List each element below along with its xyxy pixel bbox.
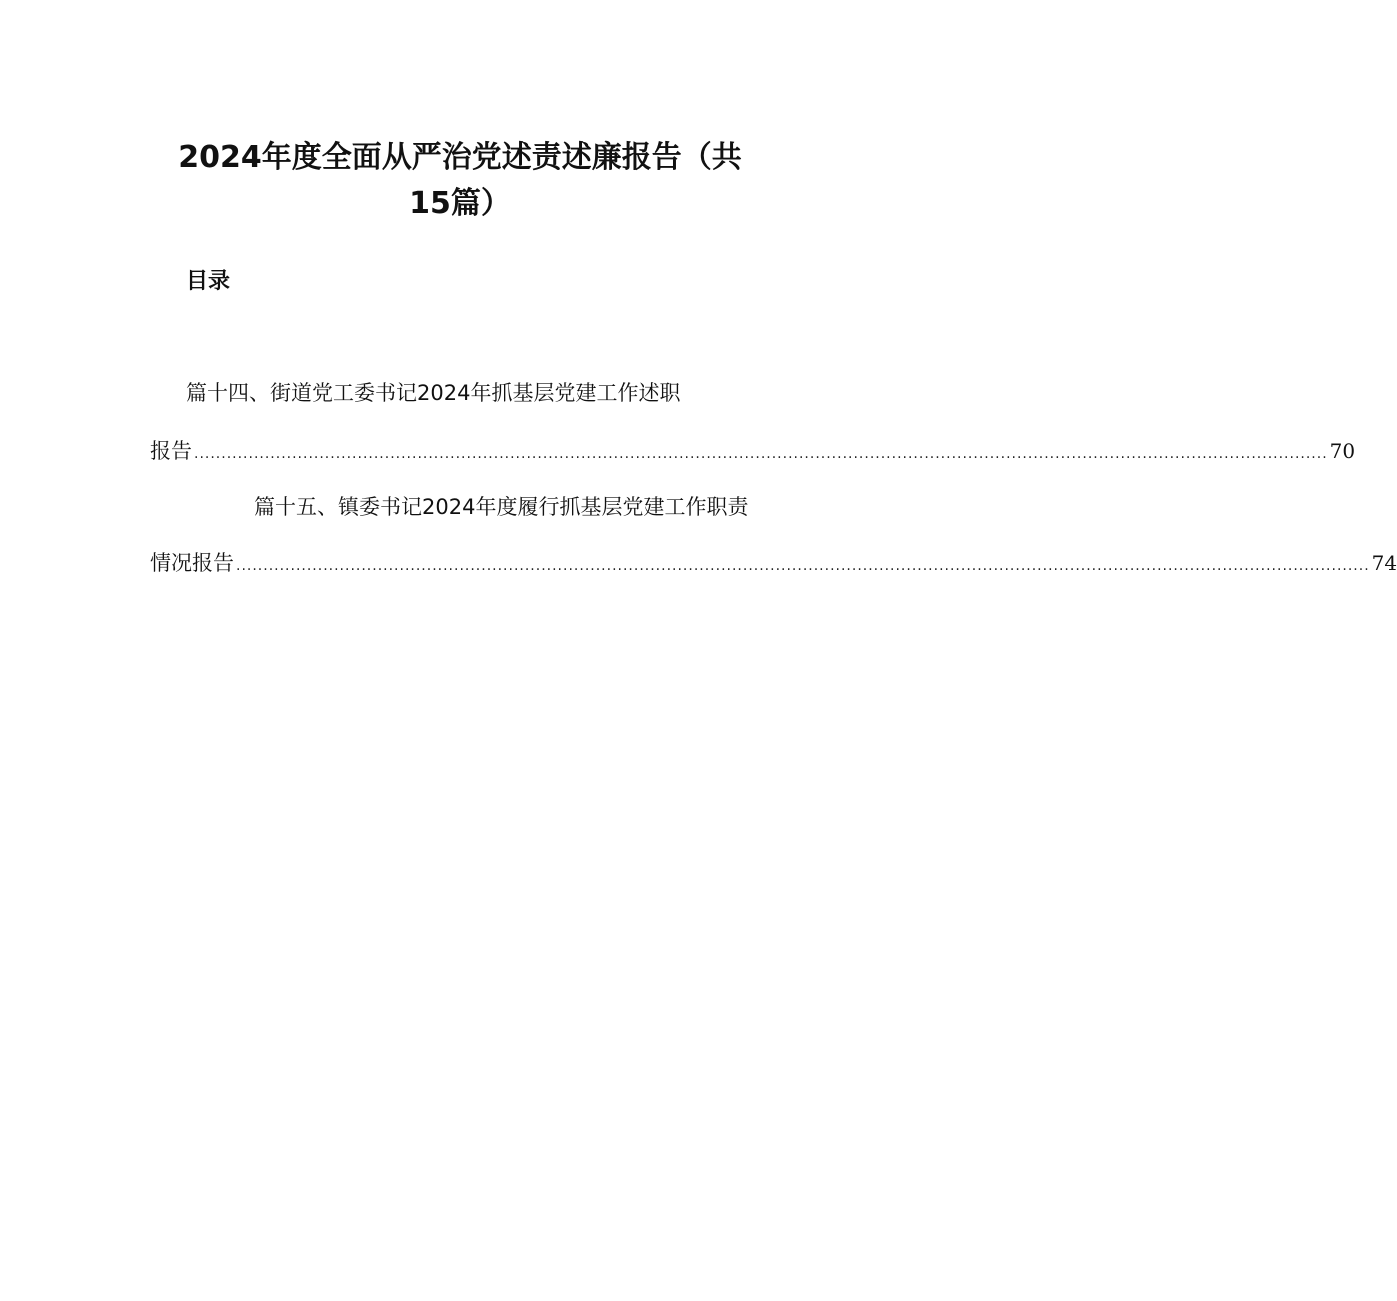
- toc-leader-dots: ................................................................................................................................................................................................................: [236, 558, 1370, 574]
- toc-entry-15-text: 情况报告: [150, 551, 234, 575]
- document-title-line-2: 15篇）: [409, 186, 511, 221]
- toc-entry-14-line-1[interactable]: 篇十四、街道党工委书记2024年抓基层党建工作述职: [186, 381, 681, 405]
- toc-leader-dots: ................................................................................................................................................................................................................: [194, 446, 1328, 462]
- toc-entry-14-text: 报告: [150, 439, 192, 463]
- toc-entry-14-line-2[interactable]: [150, 436, 1356, 469]
- toc-entry-14-page-number: 70: [1329, 439, 1356, 463]
- document-title-line-1: 2024年度全面从严治党述责述廉报告（共: [178, 140, 742, 175]
- toc-heading: 目录: [186, 269, 231, 294]
- toc-entry-15-page-number: 74: [1371, 551, 1397, 575]
- toc-entry-15-line-2[interactable]: [150, 548, 1397, 581]
- toc-entry-15-line-1[interactable]: 篇十五、镇委书记2024年度履行抓基层党建工作职责: [254, 495, 749, 519]
